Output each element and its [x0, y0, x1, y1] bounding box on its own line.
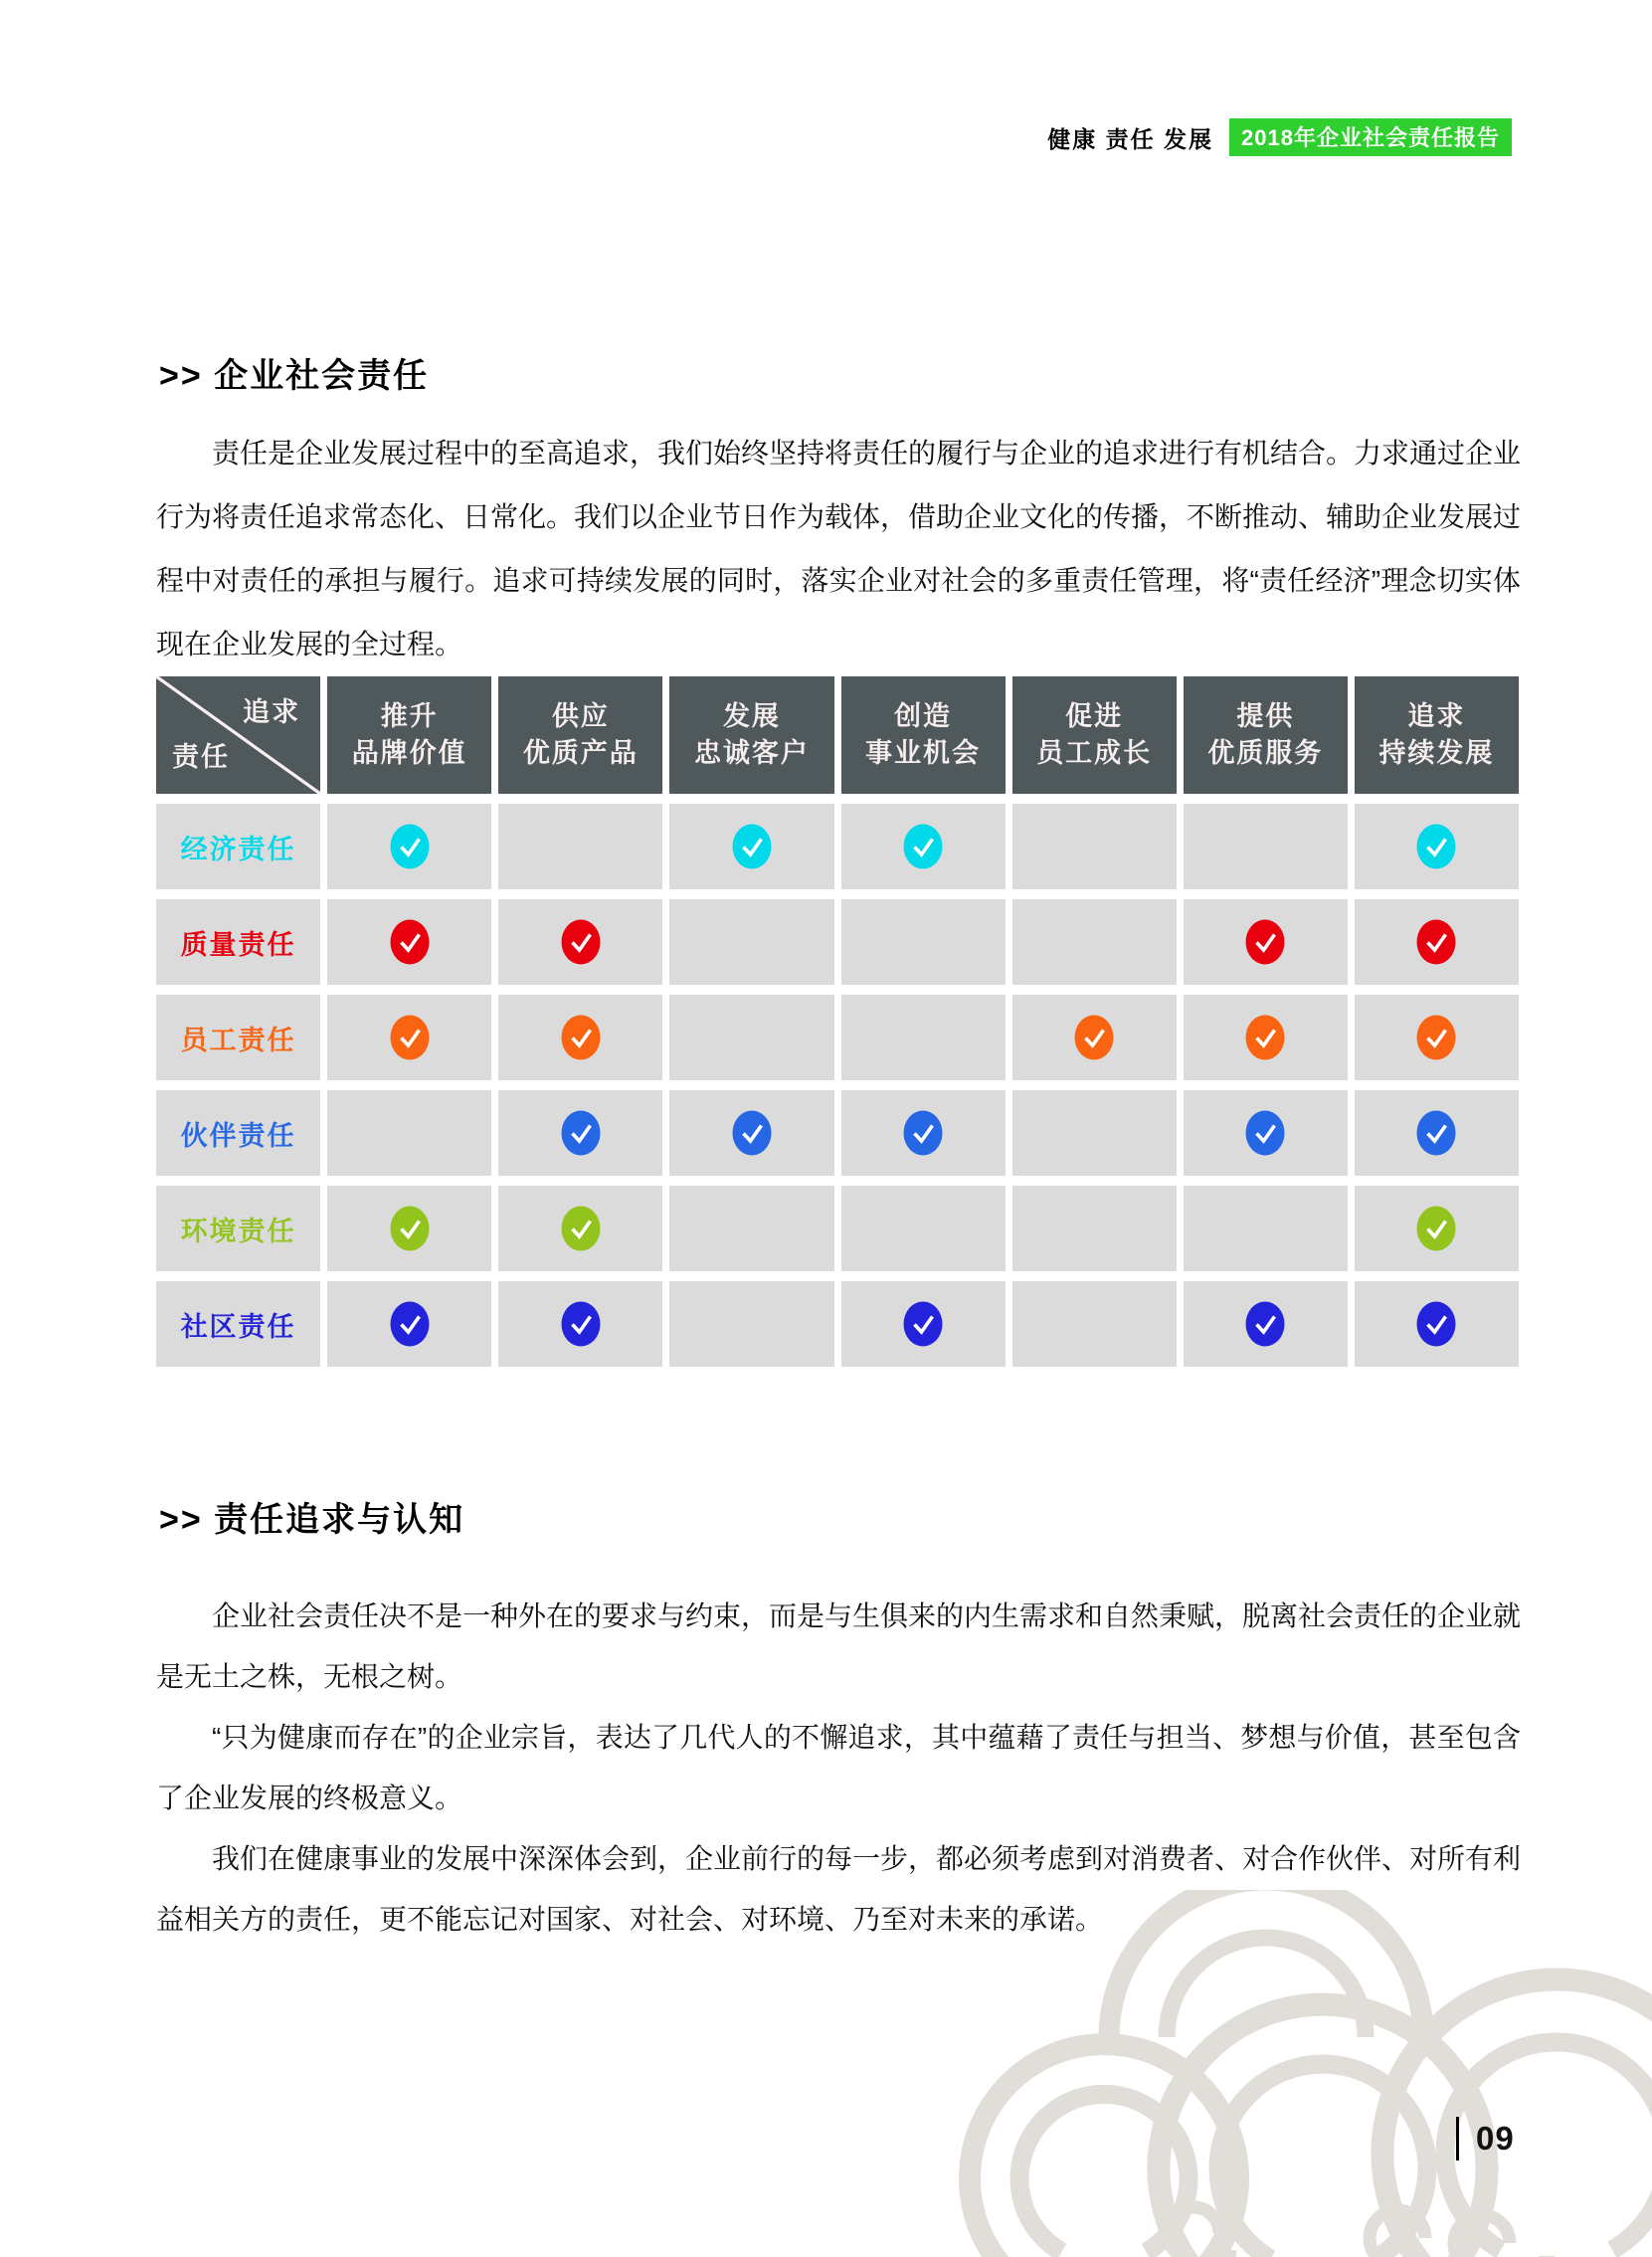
check-icon [732, 1110, 772, 1156]
matrix-cell [1012, 899, 1177, 985]
matrix-column-header [669, 676, 833, 794]
csr-intro-paragraph: 责任是企业发展过程中的至高追求，我们始终坚持将责任的履行与企业的追求进行有机结合。力求通过企业行为将责任追求常态化、日常化。我们以企业节日作为载体，借助企业文化的传播，不断推动、辅助企业发展过程中对责任的承担与履行。追求可持续发展的同时，落实企业对社会的多重责任管理，将“责任经济”理念切实体现在企业发展的全过程。 [156, 438, 1522, 659]
column-header-line: 优质产品 [522, 738, 639, 768]
matrix-cell [1355, 1281, 1519, 1367]
matrix-cell [1355, 804, 1519, 889]
check-icon [1416, 1015, 1456, 1060]
matrix-cell [841, 1186, 1006, 1271]
check-icon [1245, 1301, 1285, 1347]
column-header-line: 事业机会 [865, 738, 982, 768]
matrix-cell [327, 804, 491, 889]
check-icon [1245, 1015, 1285, 1060]
column-header-line: 发展 [722, 701, 781, 731]
check-icon [1416, 824, 1456, 869]
matrix-cell [841, 804, 1006, 889]
matrix-column-header [1355, 676, 1519, 794]
matrix-cell [669, 1281, 833, 1367]
page-footer [1456, 2117, 1515, 2161]
matrix-cell [669, 899, 833, 985]
matrix-row-label: 员工责任 [156, 995, 320, 1080]
matrix-cell [327, 1281, 491, 1367]
matrix-cell [498, 804, 662, 889]
matrix-cell [669, 1186, 833, 1271]
responsibility-pursuit-matrix [156, 676, 1519, 1367]
section-title-pursuit: >> 责任追求与认知 [159, 1501, 465, 1539]
section-title-csr: >> 企业社会责任 [159, 357, 430, 395]
matrix-cell [1184, 899, 1348, 985]
report-header [1047, 118, 1512, 156]
check-icon [903, 1301, 943, 1347]
matrix-cell [498, 899, 662, 985]
matrix-cell [841, 899, 1006, 985]
matrix-column-header [1184, 676, 1348, 794]
check-icon [1245, 1110, 1285, 1156]
check-icon [903, 824, 943, 869]
check-icon [561, 1301, 601, 1347]
matrix-corner-header [156, 676, 320, 794]
matrix-row-label: 伙伴责任 [156, 1090, 320, 1176]
csr-intro-block [156, 422, 1521, 676]
matrix-column-header [327, 676, 491, 794]
pursuit-paragraph: “只为健康而存在”的企业宗旨，表达了几代人的不懈追求，其中蕴藉了责任与担当、梦想与价值，甚至包含了企业发展的终极意义。 [156, 1722, 1521, 1813]
matrix-cell [1184, 1090, 1348, 1176]
matrix-cell [1355, 1186, 1519, 1271]
check-icon [390, 1206, 430, 1251]
matrix-cell [327, 995, 491, 1080]
column-header-line: 促进 [1065, 701, 1124, 731]
matrix-row-label: 环境责任 [156, 1186, 320, 1271]
column-header-line: 供应 [551, 701, 610, 731]
matrix-column-header [1012, 676, 1177, 794]
report-title-badge: 2018年企业社会责任报告 [1229, 118, 1512, 156]
footer-divider [1456, 2117, 1459, 2161]
matrix-row-label: 社区责任 [156, 1281, 320, 1367]
matrix-cell [498, 1090, 662, 1176]
matrix-cell [1184, 1281, 1348, 1367]
column-header-line: 优质服务 [1207, 738, 1324, 768]
column-header-line: 提供 [1236, 701, 1295, 731]
check-icon [561, 919, 601, 965]
column-header-line: 推升 [380, 701, 439, 731]
matrix-cell [327, 1090, 491, 1176]
report-motto: 健康 责任 发展 [1047, 125, 1214, 152]
column-header-line: 追求 [1407, 701, 1466, 731]
corner-label-pursuit: 追求 [243, 697, 301, 727]
matrix-cell [1355, 1090, 1519, 1176]
check-icon [561, 1015, 601, 1060]
matrix-cell [1184, 995, 1348, 1080]
check-icon [903, 1110, 943, 1156]
matrix-cell [1184, 804, 1348, 889]
matrix-cell [1355, 995, 1519, 1080]
check-icon [1074, 1015, 1114, 1060]
check-icon [561, 1206, 601, 1251]
check-icon [390, 1015, 430, 1060]
check-icon [561, 1110, 601, 1156]
column-header-line: 持续发展 [1378, 738, 1495, 768]
pursuit-text-block [156, 1586, 1521, 1950]
matrix-cell [1355, 899, 1519, 985]
matrix-column-header [841, 676, 1006, 794]
column-header-line: 忠诚客户 [693, 738, 810, 768]
matrix-cell [1012, 995, 1177, 1080]
matrix-cell [498, 995, 662, 1080]
matrix-cell [669, 804, 833, 889]
matrix-cell [669, 1090, 833, 1176]
matrix-cell [498, 1186, 662, 1271]
check-icon [390, 1301, 430, 1347]
matrix-cell [1184, 1186, 1348, 1271]
matrix-cell [1012, 1186, 1177, 1271]
check-icon [1245, 919, 1285, 965]
check-icon [1416, 1206, 1456, 1251]
check-icon [390, 919, 430, 965]
corner-label-responsibility: 责任 [172, 742, 230, 772]
check-icon [1416, 1110, 1456, 1156]
column-header-line: 创造 [894, 701, 953, 731]
matrix-cell [327, 1186, 491, 1271]
column-header-line: 品牌价值 [351, 738, 467, 768]
check-icon [732, 824, 772, 869]
matrix-cell [669, 995, 833, 1080]
column-header-line: 员工成长 [1036, 738, 1153, 768]
matrix-cell [841, 1281, 1006, 1367]
matrix-cell [327, 899, 491, 985]
matrix-cell [841, 1090, 1006, 1176]
check-icon [1416, 1301, 1456, 1347]
check-icon [390, 824, 430, 869]
check-icon [1416, 919, 1456, 965]
matrix-column-header [498, 676, 662, 794]
matrix-cell [841, 995, 1006, 1080]
matrix-row-label: 质量责任 [156, 899, 320, 985]
matrix-cell [498, 1281, 662, 1367]
page-number: 09 [1476, 2120, 1515, 2157]
matrix-cell [1012, 1281, 1177, 1367]
pursuit-paragraph: 我们在健康事业的发展中深深体会到，企业前行的每一步，都必须考虑到对消费者、对合作伙伴、对所有利益相关方的责任，更不能忘记对国家、对社会、对环境、乃至对未来的承诺。 [156, 1843, 1522, 1935]
matrix-cell [1012, 1090, 1177, 1176]
matrix-row-label: 经济责任 [156, 804, 320, 889]
pursuit-paragraph: 企业社会责任决不是一种外在的要求与约束，而是与生俱来的内生需求和自然秉赋，脱离社会责任的企业就是无土之株，无根之树。 [156, 1600, 1522, 1692]
matrix-cell [1012, 804, 1177, 889]
